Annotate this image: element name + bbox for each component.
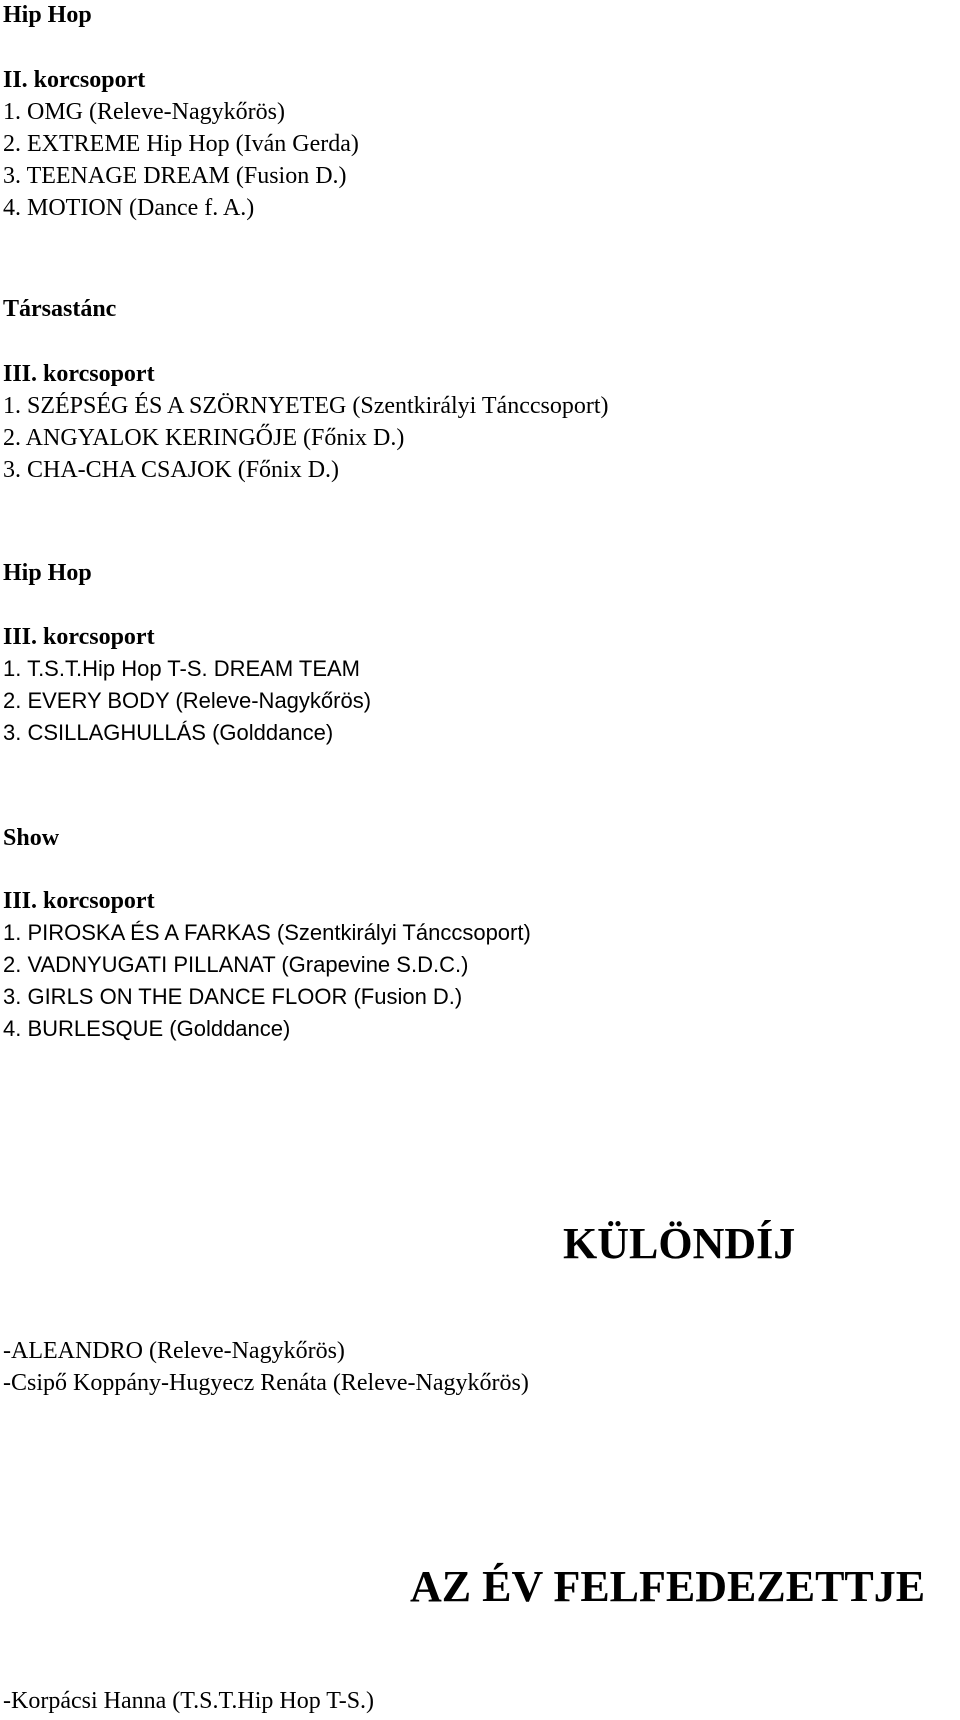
discovery-award-title: AZ ÉV FELFEDEZETTJE: [410, 1562, 926, 1611]
list-item: 2. EXTREME Hip Hop (Iván Gerda): [3, 131, 359, 157]
list-item: 3. CHA-CHA CSAJOK (Főnix D.): [3, 457, 340, 483]
section-heading-hip-hop-2: Hip Hop: [3, 560, 92, 586]
list-item: 1. OMG (Releve-Nagykőrös): [3, 99, 285, 125]
award-recipient: -Csipő Koppány-Hugyecz Renáta (Releve-Nagykőrös): [3, 1370, 529, 1396]
list-item: 1. SZÉPSÉG ÉS A SZÖRNYETEG (Szentkirályi Tánccsoport): [3, 393, 609, 419]
special-award-title: KÜLÖNDÍJ: [563, 1219, 796, 1268]
list-item: 3. CSILLAGHULLÁS (Golddance): [3, 720, 334, 745]
list-item: 2. EVERY BODY (Releve-Nagykőrös): [3, 688, 372, 713]
list-item: 3. TEENAGE DREAM (Fusion D.): [3, 163, 347, 189]
award-recipient: -ALEANDRO (Releve-Nagykőrös): [3, 1338, 345, 1364]
list-item: 3. GIRLS ON THE DANCE FLOOR (Fusion D.): [3, 984, 463, 1009]
award-recipient: -Korpácsi Hanna (T.S.T.Hip Hop T-S.): [3, 1688, 375, 1714]
age-group-label: III. korcsoport: [3, 361, 155, 387]
age-group-label: III. korcsoport: [3, 624, 155, 650]
list-item: 2. VADNYUGATI PILLANAT (Grapevine S.D.C.): [3, 952, 469, 977]
list-item: 1. T.S.T.Hip Hop T-S. DREAM TEAM: [3, 656, 360, 681]
section-heading-tarsastanc: Társastánc: [3, 296, 117, 322]
section-heading-show: Show: [3, 825, 60, 851]
age-group-label: II. korcsoport: [3, 67, 146, 93]
section-heading-hip-hop-1: Hip Hop: [3, 2, 92, 28]
list-item: 4. MOTION (Dance f. A.): [3, 195, 255, 221]
list-item: 4. BURLESQUE (Golddance): [3, 1016, 291, 1041]
list-item: 2. ANGYALOK KERINGŐJE (Főnix D.): [3, 425, 405, 451]
list-item: 1. PIROSKA ÉS A FARKAS (Szentkirályi Tánccsoport): [3, 920, 531, 945]
age-group-label: III. korcsoport: [3, 888, 155, 914]
